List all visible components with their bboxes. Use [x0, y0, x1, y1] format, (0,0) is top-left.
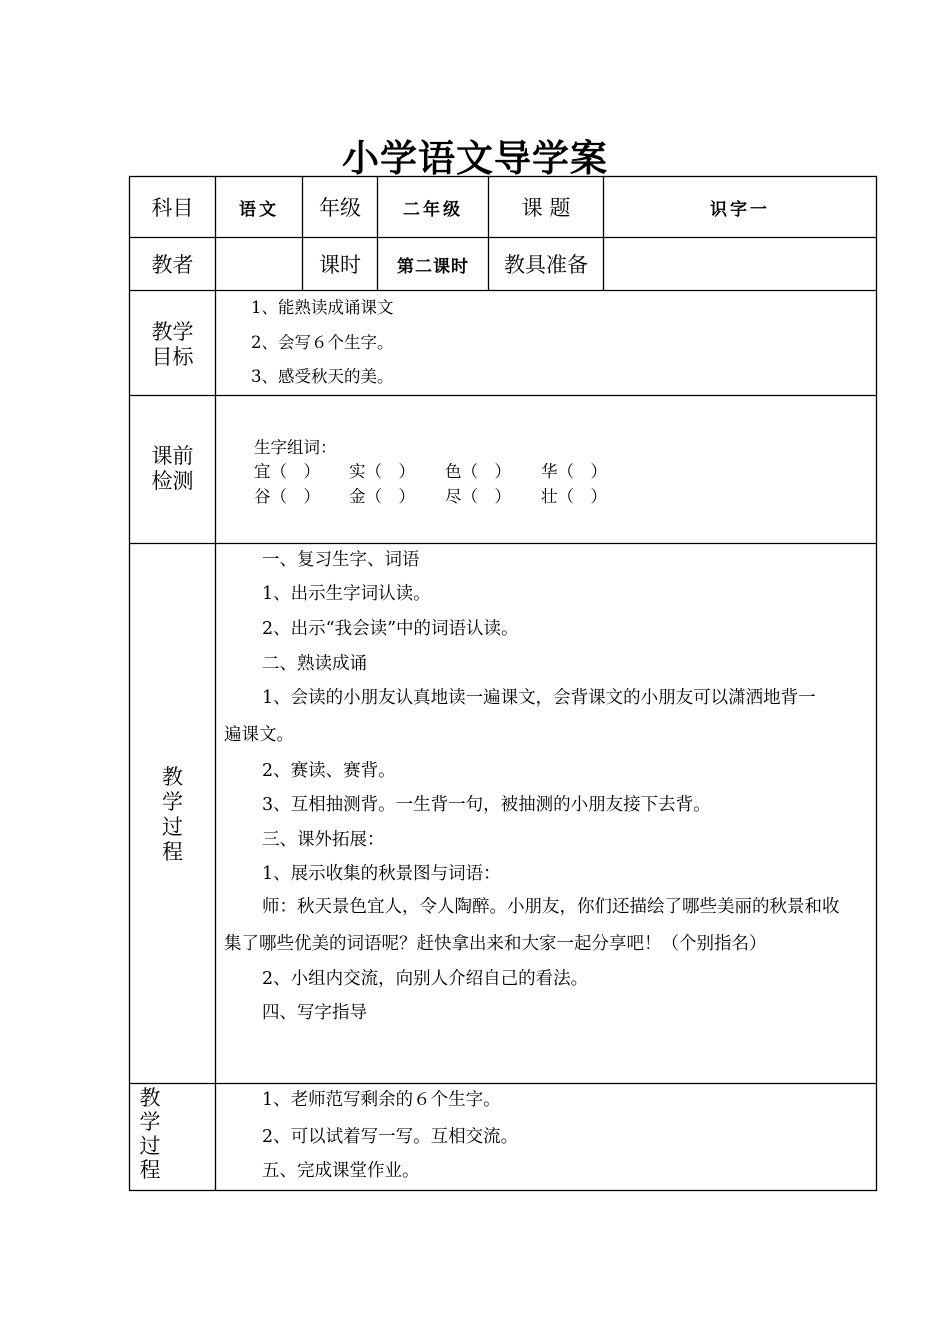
process2-line: 1、老师范写剩余的６个生字。	[262, 1090, 501, 1110]
process-line: 师：秋天景色宜人，令人陶醉。小朋友，你们还描绘了哪些美丽的秋景和收	[262, 897, 840, 917]
process-line: 2、小组内交流，向别人介绍自己的看法。	[262, 969, 589, 989]
process-label	[130, 765, 215, 865]
goals-label-line-2: 目标	[151, 345, 194, 369]
process-line: 二、熟读成诵	[262, 654, 367, 674]
process2-label-char: 教	[139, 1086, 161, 1110]
word-blank: 实（ ）	[349, 462, 415, 481]
period-value: 第二课时	[397, 256, 469, 277]
pretest-heading: 生字组词：	[254, 438, 337, 457]
process-line: 2、赛读、赛背。	[262, 761, 396, 781]
word-blank: 金（ ）	[349, 487, 415, 506]
period-label: 课时	[319, 253, 361, 277]
topic-value: 识字一	[710, 199, 770, 220]
process-line: 1、展示收集的秋景图与词语：	[262, 864, 501, 884]
goal-item: 1、能熟读成诵课文	[251, 298, 394, 317]
grade-value: 二年级	[403, 199, 463, 220]
pretest-label	[130, 444, 215, 494]
process-label-char: 过	[162, 815, 183, 839]
subject-value: 语文	[239, 199, 279, 220]
process-line: 一、复习生字、词语	[262, 550, 420, 570]
process-line: 3、互相抽测背。一生背一句，被抽测的小朋友接下去背。	[262, 795, 711, 815]
grade-label: 年级	[319, 196, 361, 220]
process-line: 遍课文。	[224, 725, 294, 745]
pretest-label-line-2: 检测	[151, 469, 194, 493]
word-blank: 谷（ ）	[254, 487, 320, 506]
subject-label: 科目	[151, 196, 194, 220]
process-line: 集了哪些优美的词语呢？赶快拿出来和大家一起分享吧！（个别指名）	[224, 934, 767, 954]
process-line: 2、出示“我会读”中的词语认读。	[262, 619, 519, 639]
goals-label-line-1: 教学	[151, 320, 194, 344]
word-blank: 华（ ）	[541, 462, 607, 481]
process2-line: 2、可以试着写一写。互相交流。	[262, 1127, 519, 1147]
word-blank: 壮（ ）	[541, 487, 607, 506]
word-blank: 色（ ）	[445, 462, 511, 481]
word-blank: 宜（ ）	[254, 462, 320, 481]
word-blank: 尽（ ）	[445, 487, 511, 506]
page-title: 小学语文导学案	[342, 136, 608, 180]
process2-label-char: 过	[139, 1134, 161, 1158]
process-line: 1、出示生字词认读。	[262, 584, 431, 604]
process-label-char: 学	[162, 790, 183, 814]
pretest-label-line-1: 课前	[151, 444, 194, 468]
tools-value	[604, 238, 876, 290]
process-line: 1、会读的小朋友认真地读一遍课文，会背课文的小朋友可以潇洒地背一	[262, 688, 816, 708]
process-label-char: 教	[162, 765, 183, 789]
process-label-char: 程	[162, 840, 183, 864]
tools-label: 教具准备	[504, 253, 588, 277]
teacher-value	[216, 238, 302, 290]
process2-label-char: 学	[139, 1110, 161, 1134]
topic-label: 课 题	[521, 196, 571, 220]
goals-label	[130, 320, 215, 370]
process2-label-char: 程	[139, 1158, 161, 1182]
goal-item: 2、会写６个生字。	[251, 333, 394, 352]
process2-line: 五、完成课堂作业。	[262, 1161, 420, 1181]
goal-item: 3、感受秋天的美。	[251, 367, 394, 386]
process-line: 四、写字指导	[262, 1003, 367, 1023]
teacher-label: 教者	[151, 253, 194, 277]
process-line: 三、课外拓展：	[262, 830, 385, 850]
process2-label	[130, 1086, 170, 1182]
